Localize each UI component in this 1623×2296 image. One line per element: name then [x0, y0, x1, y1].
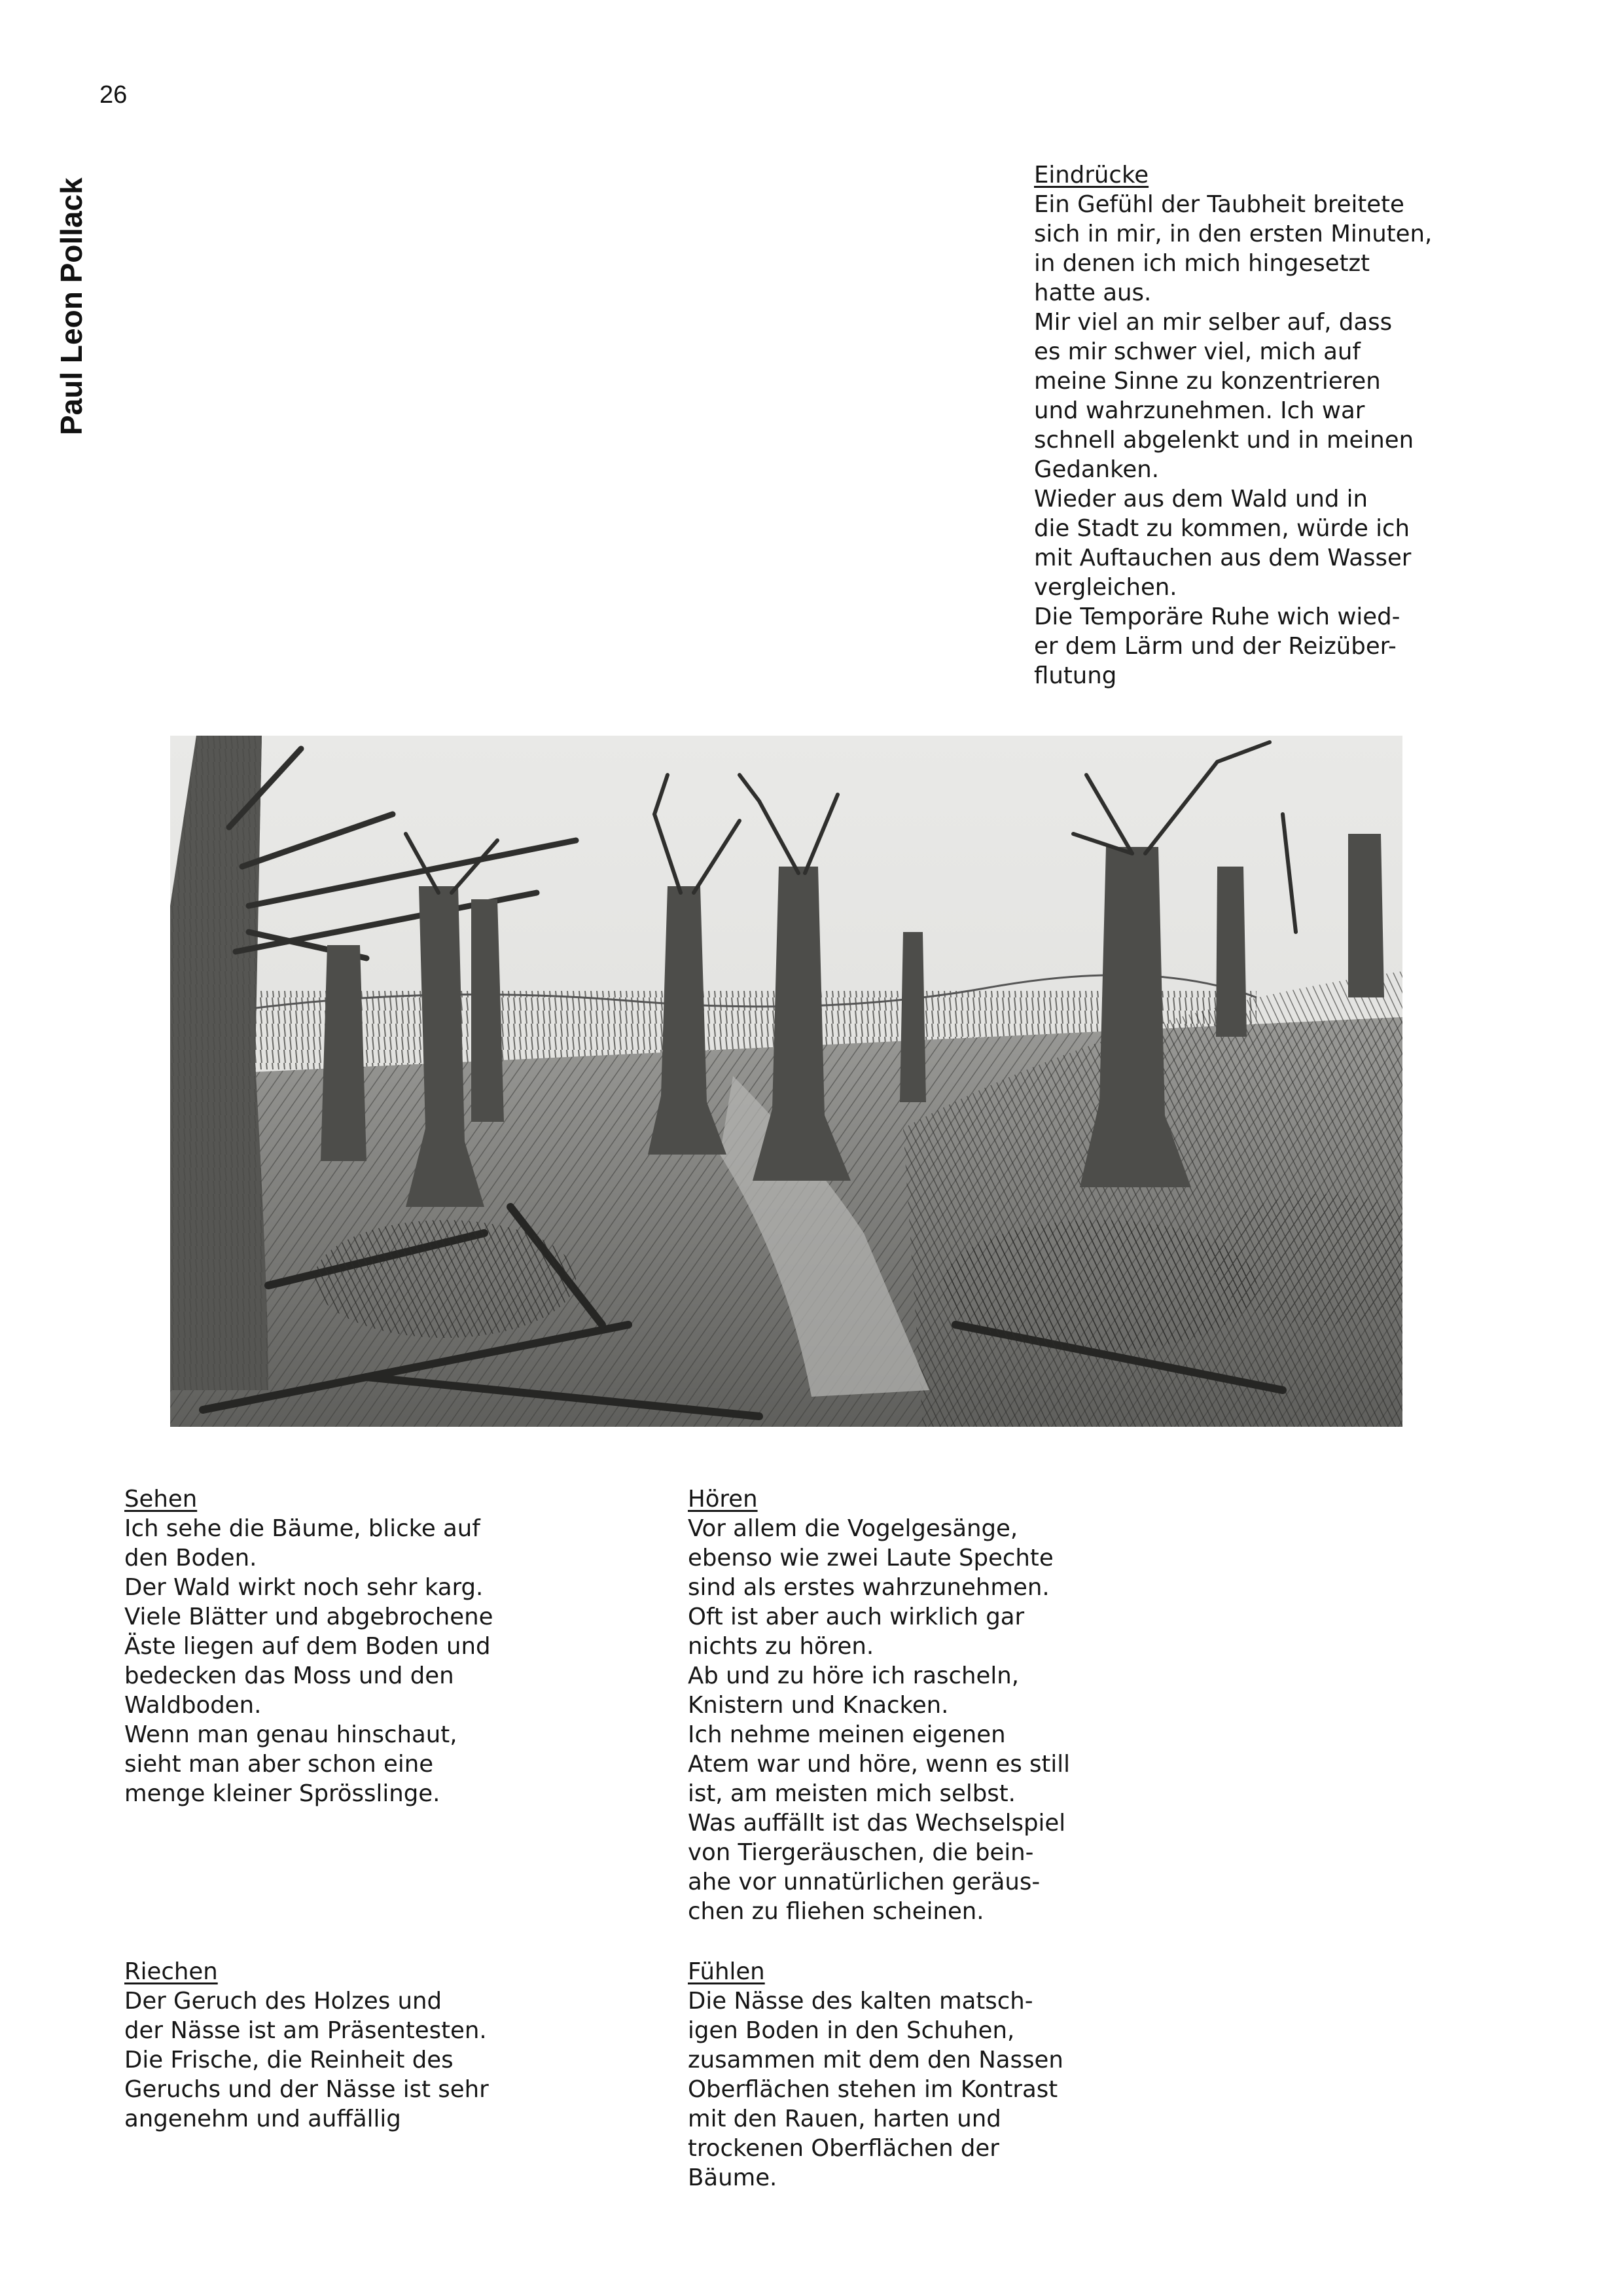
text-line: Äste liegen auf dem Boden und [124, 1633, 491, 1660]
text-line: mit Auftauchen aus dem Wasser [1034, 545, 1412, 571]
text-line: Oberflächen stehen im Kontrast [688, 2076, 1058, 2103]
text-line: den Boden. [124, 1545, 257, 1571]
text-line: Ich sehe die Bäume, blicke auf [124, 1515, 480, 1542]
text-line: Ab und zu höre ich rascheln, [688, 1662, 1020, 1689]
text-line: menge kleiner Sprösslinge. [124, 1780, 440, 1807]
text-line: Wenn man genau hinschaut, [124, 1721, 457, 1748]
text-block-fuehlen [688, 1957, 1063, 2193]
forest-sketch-image [170, 736, 1402, 1427]
text-line: mit den Rauen, harten und [688, 2106, 1001, 2132]
text-block-riechen [124, 1957, 489, 2134]
text-line: Die Frische, die Reinheit des [124, 2047, 454, 2073]
text-line: in denen ich mich hingesetzt [1034, 250, 1370, 277]
text-block-hoeren [688, 1484, 1070, 1926]
text-line: hatte aus. [1034, 279, 1152, 306]
text-line: Mir viel an mir selber auf, dass [1034, 309, 1393, 336]
text-line: ebenso wie zwei Laute Spechte [688, 1545, 1054, 1571]
text-line: Die Nässe des kalten matsch- [688, 1988, 1033, 2015]
text-line: ahe vor unnatürlichen geräus- [688, 1869, 1041, 1895]
text-line: trockenen Oberflächen der [688, 2135, 999, 2162]
text-line: Der Wald wirkt noch sehr karg. [124, 1574, 484, 1601]
section-heading: Sehen [124, 1486, 198, 1513]
text-line: Knistern und Knacken. [688, 1692, 949, 1719]
section-heading: Riechen [124, 1958, 218, 1985]
text-line: der Nässe ist am Präsentesten. [124, 2017, 487, 2044]
text-line: Ich nehme meinen eigenen [688, 1721, 1006, 1748]
text-line: angenehm und auffällig [124, 2106, 401, 2132]
text-line: Bäume. [688, 2164, 777, 2191]
text-line: von Tiergeräuschen, die bein- [688, 1839, 1034, 1866]
text-line: zusammen mit dem den Nassen [688, 2047, 1063, 2073]
author-name: Paul Leon Pollack [54, 177, 88, 435]
text-line: sich in mir, in den ersten Minuten, [1034, 221, 1433, 247]
text-line: Vor allem die Vogelgesänge, [688, 1515, 1018, 1542]
text-block-sehen [124, 1484, 493, 1808]
text-line: Was auffällt ist das Wechselspiel [688, 1810, 1066, 1837]
text-line: Gedanken. [1034, 456, 1160, 483]
text-line: Die Temporäre Ruhe wich wied- [1034, 603, 1400, 630]
text-line: igen Boden in den Schuhen, [688, 2017, 1015, 2044]
text-line: Atem war und höre, wenn es still [688, 1751, 1070, 1778]
text-line: Oft ist aber auch wirklich gar [688, 1604, 1025, 1630]
text-line: schnell abgelenkt und in meinen [1034, 427, 1414, 454]
text-line: es mir schwer viel, mich auf [1034, 338, 1361, 365]
text-line: er dem Lärm und der Reizüber- [1034, 633, 1397, 660]
text-line: sind als erstes wahrzunehmen. [688, 1574, 1050, 1601]
section-heading: Eindrücke [1034, 162, 1149, 188]
section-heading: Fühlen [688, 1958, 765, 1985]
text-line: Geruchs und der Nässe ist sehr [124, 2076, 489, 2103]
text-line: Wieder aus dem Wald und in [1034, 486, 1368, 512]
text-line: die Stadt zu kommen, würde ich [1034, 515, 1410, 542]
text-line: ist, am meisten mich selbst. [688, 1780, 1016, 1807]
text-line: flutung [1034, 662, 1117, 689]
text-line: Viele Blätter und abgebrochene [124, 1604, 493, 1630]
text-line: Ein Gefühl der Taubheit breitete [1034, 191, 1404, 218]
text-line: und wahrzunehmen. Ich war [1034, 397, 1365, 424]
text-line: bedecken das Moss und den [124, 1662, 454, 1689]
text-line: vergleichen. [1034, 574, 1177, 601]
text-block-eindruecke [1034, 160, 1432, 691]
text-line: Der Geruch des Holzes und [124, 1988, 442, 2015]
text-line: sieht man aber schon eine [124, 1751, 434, 1778]
text-line: chen zu fliehen scheinen. [688, 1898, 984, 1925]
section-heading: Hören [688, 1486, 758, 1513]
page-number: 26 [99, 81, 128, 109]
text-line: nichts zu hören. [688, 1633, 874, 1660]
text-line: Waldboden. [124, 1692, 262, 1719]
text-line: meine Sinne zu konzentrieren [1034, 368, 1381, 395]
